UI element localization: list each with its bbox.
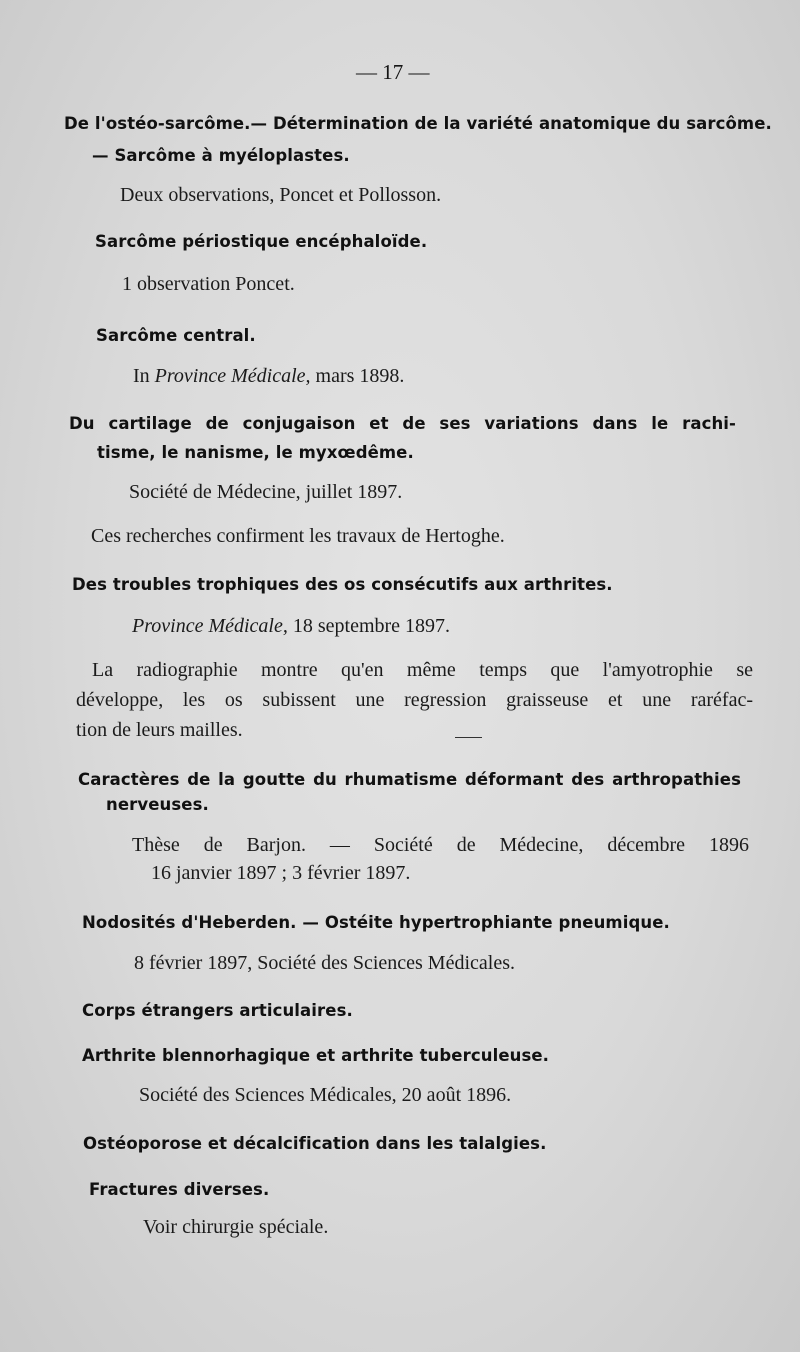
- note-societe-medecine: Société de Médecine, juillet 1897.: [129, 481, 403, 503]
- heading-osteo-sarcome-cont: — Sarcôme à myéloplastes.: [92, 146, 350, 165]
- heading-caracteres-goutte-cont: nerveuses.: [106, 795, 209, 814]
- heading-osteo-sarcome: De l'ostéo-sarcôme.— Détermination de la variété anatomique du sarcôme.: [64, 114, 772, 133]
- note-prefix: In: [133, 365, 155, 387]
- journal-title: Province Médicale,: [132, 615, 288, 637]
- note-sarcome-periostique: 1 observation Poncet.: [122, 273, 295, 295]
- heading-corps-etrangers: Corps étrangers articulaires.: [82, 1001, 353, 1020]
- note-suffix: mars 1898.: [310, 365, 405, 387]
- heading-arthrite-blennorhagique: Arthrite blennorhagique et arthrite tuberculeuse.: [82, 1046, 550, 1065]
- paragraph-radiographie-line-1: La radiographie montre qu'en même temps que l'amyotrophie se: [92, 659, 753, 681]
- heading-troubles-trophiques: Des troubles trophiques des os consécutifs aux arthrites.: [72, 575, 613, 594]
- note-fractures-diverses: Voir chirurgie spéciale.: [143, 1216, 329, 1238]
- separator-dash: [455, 737, 482, 738]
- heading-cartilage-conjugaison: Du cartilage de conjugaison et de ses variations dans le rachi-: [69, 414, 736, 433]
- heading-caracteres-goutte: Caractères de la goutte du rhumatisme déformant des arthropathies: [78, 770, 741, 789]
- note-sarcome-central: [133, 366, 404, 386]
- heading-nodosites-heberden: Nodosités d'Heberden. — Ostéite hypertrophiante pneumique.: [82, 913, 670, 932]
- heading-fractures-diverses: Fractures diverses.: [89, 1180, 270, 1199]
- note-arthrite-blennorhagique: Société des Sciences Médicales, 20 août 1896.: [139, 1084, 512, 1106]
- note-these-barjon-line-1: Thèse de Barjon. — Société de Médecine, décembre 1896: [132, 834, 749, 856]
- paragraph-radiographie-line-2: développe, les os subissent une regression graisseuse et une raréfac-: [76, 689, 753, 711]
- note-osteo-sarcome: Deux observations, Poncet et Pollosson.: [120, 184, 442, 206]
- note-suffix: 18 septembre 1897.: [287, 615, 451, 637]
- heading-sarcome-periostique: Sarcôme périostique encéphaloïde.: [95, 232, 428, 251]
- heading-cartilage-conjugaison-cont: tisme, le nanisme, le myxœdême.: [97, 443, 414, 462]
- paragraph-radiographie-line-3: tion de leurs mailles.: [76, 719, 243, 741]
- note-these-barjon-line-2: 16 janvier 1897 ; 3 février 1897.: [151, 862, 411, 884]
- note-province-medicale: [132, 616, 450, 636]
- heading-sarcome-central: Sarcôme central.: [96, 326, 256, 345]
- note-hertoghe: Ces recherches confirment les travaux de Hertoghe.: [91, 525, 505, 547]
- page-number: — 17 —: [356, 60, 430, 84]
- heading-osteoporose: Ostéoporose et décalcification dans les talalgies.: [83, 1134, 547, 1153]
- note-nodosites-heberden: 8 février 1897, Société des Sciences Médicales.: [134, 952, 515, 974]
- journal-title: Province Médicale,: [154, 365, 311, 387]
